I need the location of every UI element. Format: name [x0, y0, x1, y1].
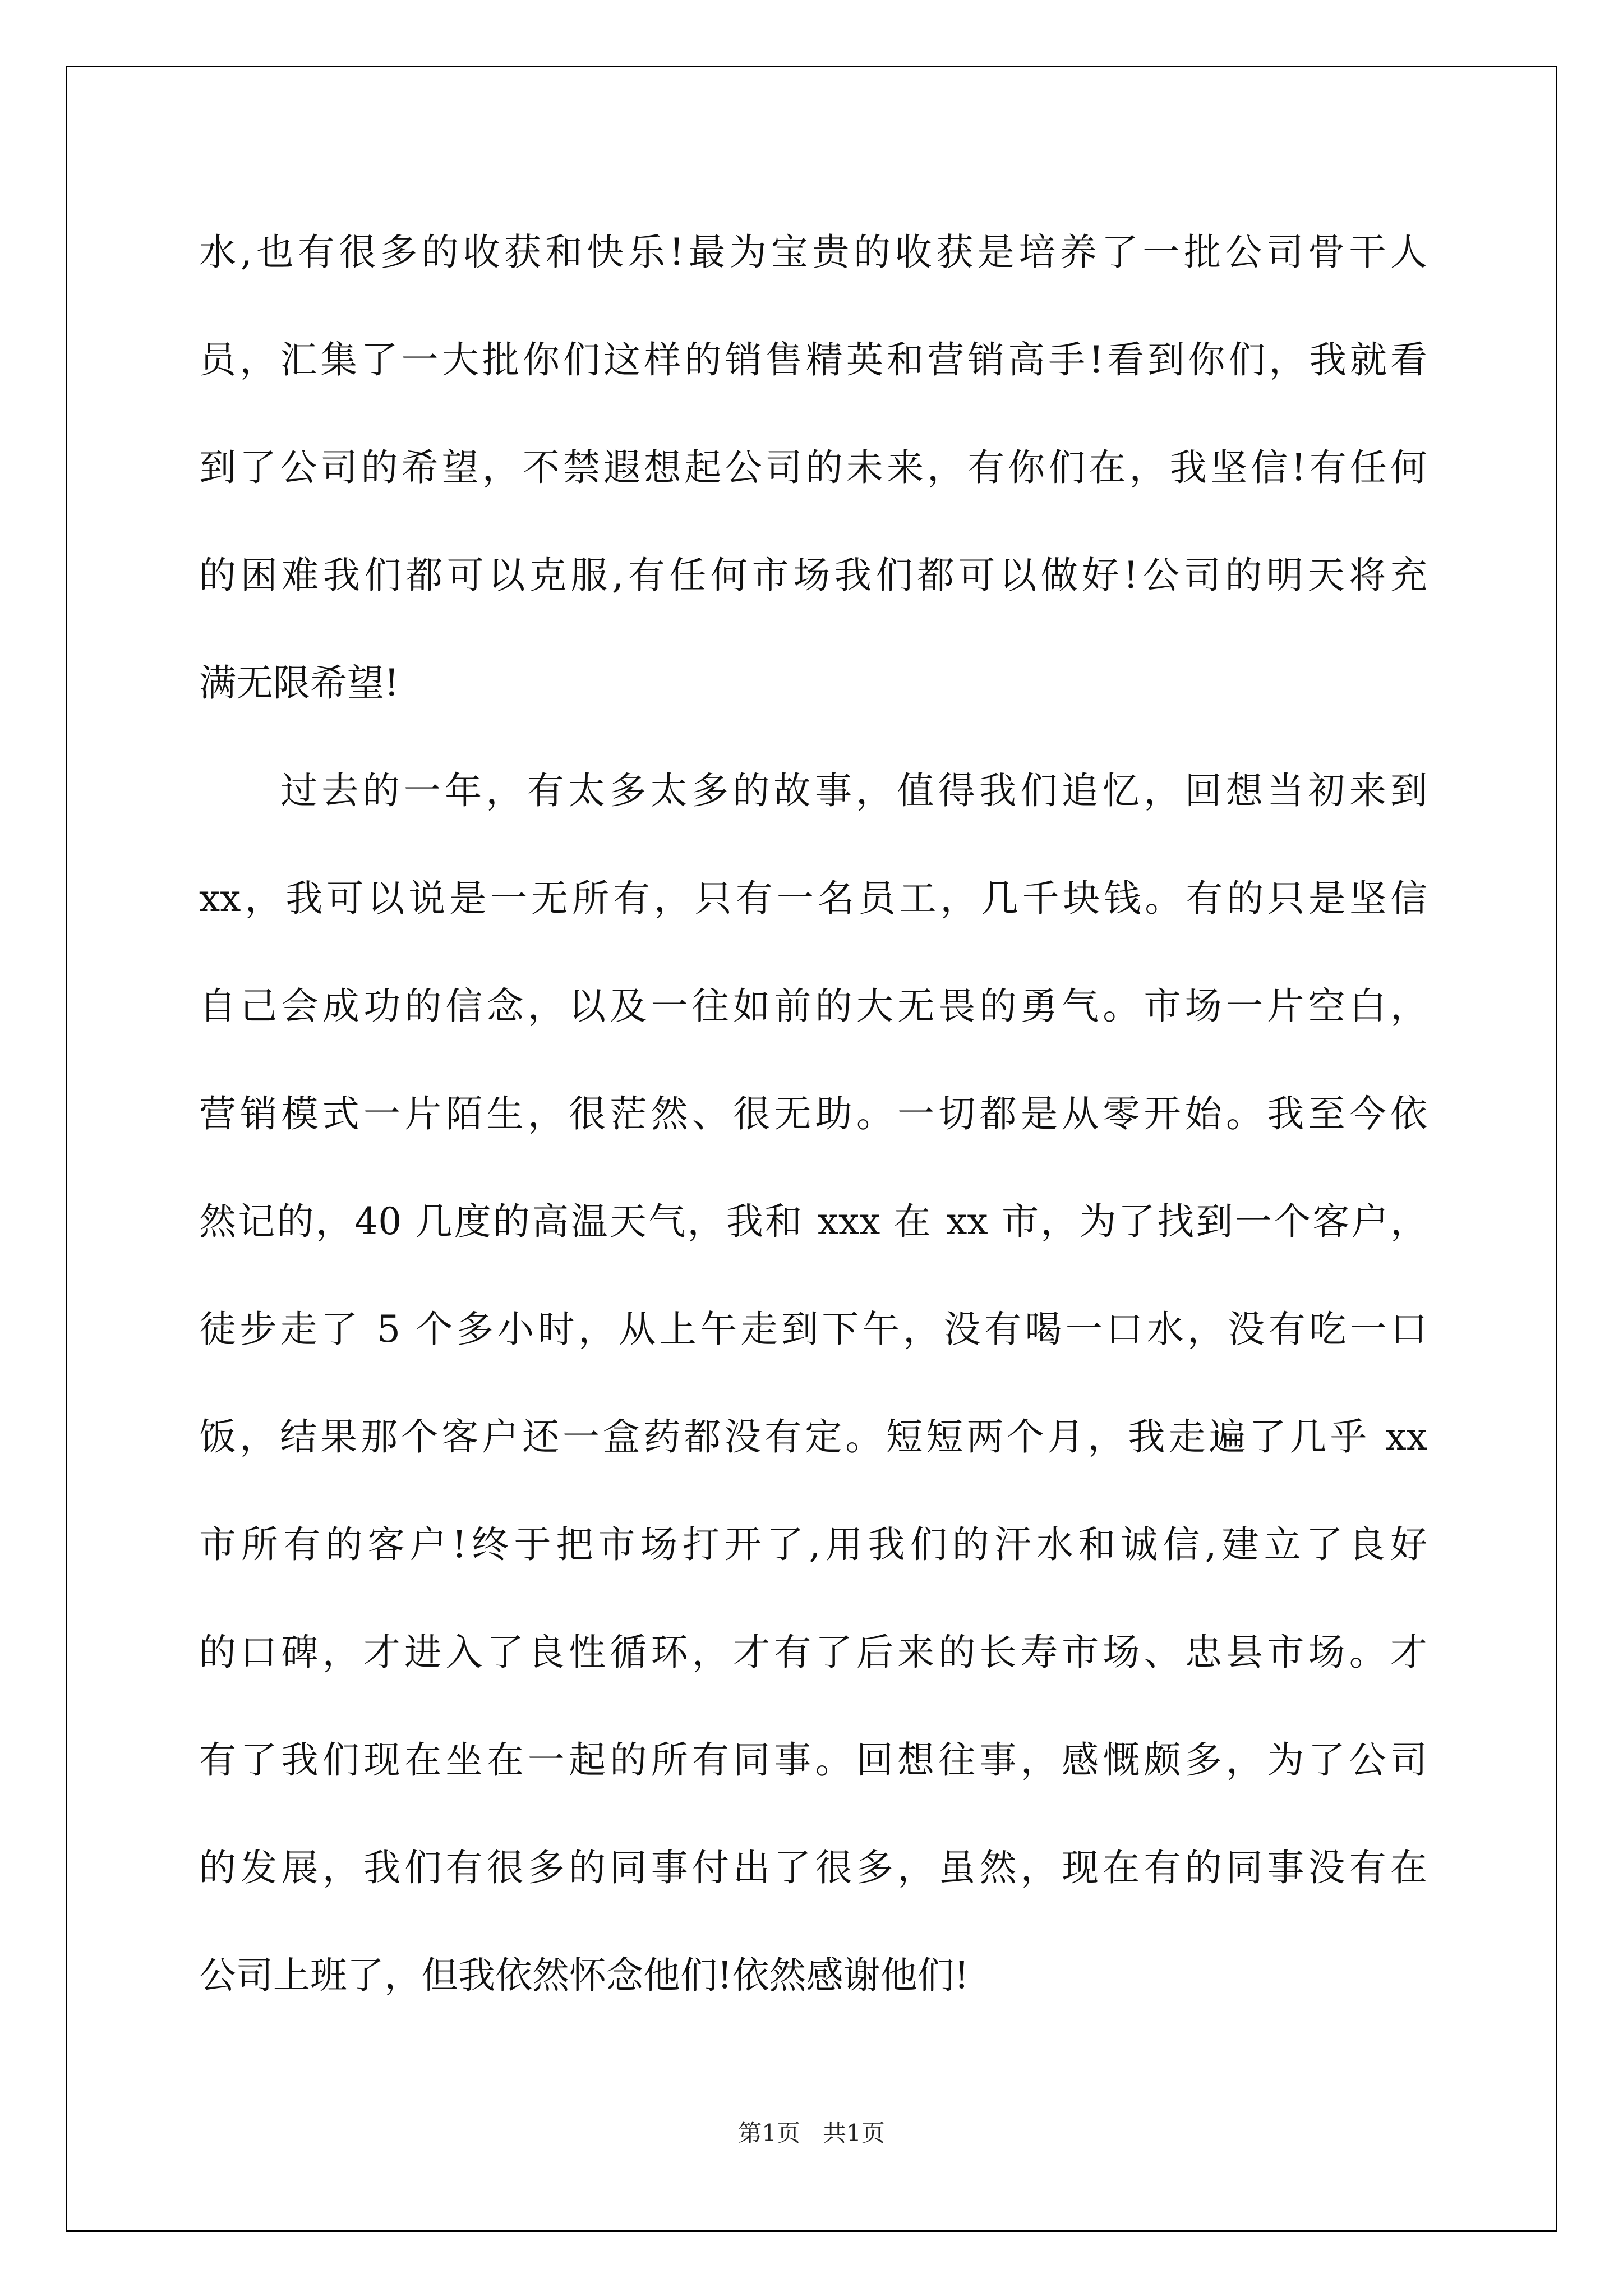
text-line: 公司上班了，但我依然怀念他们!依然感谢他们!	[199, 1954, 970, 1997]
page-footer: 第1页 共1页	[738, 2119, 885, 2147]
text-line: 然记的，40 几度的高温天气，我和 xxx 在 xx 市，为了找到一个客户，	[199, 1200, 1427, 1243]
text-line: 的发展，我们有很多的同事付出了很多，虽然，现在有的同事没有在	[199, 1846, 1427, 1889]
text-line: 营销模式一片陌生，很茫然、很无助。一切都是从零开始。我至今依	[199, 1092, 1427, 1135]
text-line: 市所有的客户!终于把市场打开了,用我们的汗水和诚信,建立了良好	[199, 1523, 1427, 1566]
text-line: 满无限希望!	[199, 661, 399, 705]
text-line: 到了公司的希望，不禁遐想起公司的未来，有你们在，我坚信!有任何	[199, 446, 1427, 489]
text-line: 有了我们现在坐在一起的所有同事。回想往事，感慨颇多，为了公司	[199, 1738, 1427, 1782]
text-line: 水,也有很多的收获和快乐!最为宝贵的收获是培养了一批公司骨干人	[199, 231, 1427, 274]
text-line: 的困难我们都可以克服,有任何市场我们都可以做好!公司的明天将充	[199, 554, 1427, 597]
text-line: 过去的一年，有太多太多的故事，值得我们追忆，回想当初来到	[280, 769, 1427, 812]
page-border	[66, 66, 1557, 2232]
text-line: 员，汇集了一大批你们这样的销售精英和营销高手!看到你们，我就看	[199, 338, 1427, 381]
text-line: 徒步走了 5 个多小时，从上午走到下午，没有喝一口水，没有吃一口	[199, 1308, 1427, 1351]
text-line: 的口碑，才进入了良性循环，才有了后来的长寿市场、忠县市场。才	[199, 1631, 1427, 1674]
text-line: 饭，结果那个客户还一盒药都没有定。短短两个月，我走遍了几乎 xx	[199, 1415, 1427, 1458]
text-line: xx，我可以说是一无所有，只有一名员工，几千块钱。有的只是坚信	[199, 877, 1427, 920]
text-line: 自己会成功的信念，以及一往如前的大无畏的勇气。市场一片空白，	[199, 984, 1427, 1028]
